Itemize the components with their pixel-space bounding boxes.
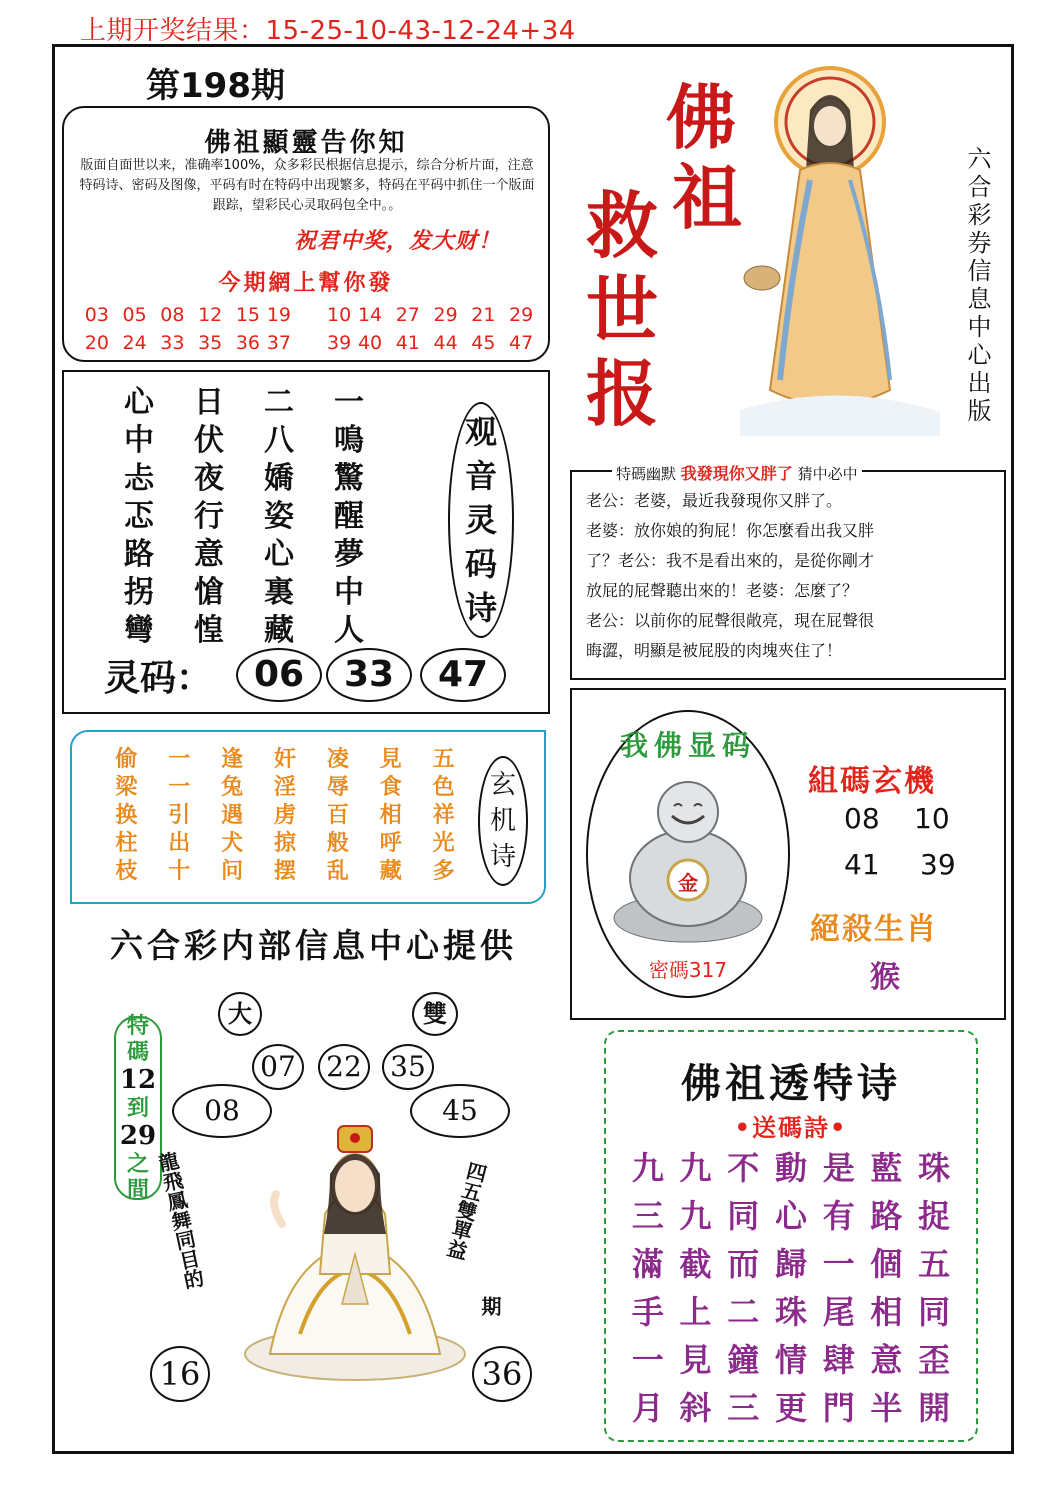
tema-to-word: 到 [126, 1095, 149, 1121]
number-cell: 15 [235, 304, 261, 326]
poem-char: 拐 [124, 575, 154, 610]
poem-char: 色 [432, 774, 455, 800]
joke-header [612, 461, 862, 484]
lingma-label: 灵码： [104, 657, 213, 699]
poem-char: 一 [631, 1341, 664, 1379]
poem-char: 逢 [221, 746, 244, 772]
label-char: 诗 [464, 589, 497, 627]
poem-char: 中 [334, 575, 364, 610]
poem-char: 見 [379, 746, 402, 772]
poem-char: 心 [774, 1197, 807, 1235]
guanyin-poem-panel [62, 370, 550, 714]
joke-line: 晦澀，明顯是被屁股的肉塊夾住了！ [586, 641, 843, 660]
number-cell: 27 [395, 304, 420, 326]
poem-char: 兔 [221, 774, 244, 800]
number-cell: 03 [84, 304, 109, 326]
guanyin-poem-label [448, 402, 514, 638]
title-char: 祖 [672, 156, 742, 239]
poem-char: 二 [264, 385, 294, 420]
poem-char: 五 [918, 1245, 951, 1283]
label-char: 观 [464, 413, 497, 451]
number-cell: 21 [471, 304, 496, 326]
laughing-buddha-oval [586, 710, 790, 998]
intro-panel [62, 106, 550, 362]
poem-char: 摆 [273, 858, 296, 884]
poem-char: 動 [774, 1149, 807, 1187]
poem-char: 夜 [194, 461, 224, 496]
provider-line: 六合彩内部信息中心提供 [110, 926, 517, 965]
poem-char: 五 [432, 746, 455, 772]
poem-char: 月 [631, 1389, 664, 1427]
zuma-number: 08 [844, 802, 880, 835]
poem-char: 奸 [273, 746, 296, 772]
poem-char: 百 [326, 802, 349, 828]
poem-char: 一 [168, 774, 191, 800]
tema-from: 12 [119, 1065, 157, 1095]
number-cell: 08 [160, 304, 185, 326]
poem-char: 門 [822, 1389, 855, 1427]
joke-header-title: 我發現你又胖了 [680, 464, 793, 483]
poem-char: 心 [264, 537, 294, 572]
poem-char: 九 [631, 1149, 664, 1187]
label-char: 灵 [464, 501, 497, 539]
poem-char: 相 [379, 802, 402, 828]
tema-end: 間 [126, 1177, 149, 1203]
poem-char: 藍 [870, 1149, 903, 1187]
poem-char: 食 [379, 774, 402, 800]
guanyin-poem-grid [104, 386, 384, 648]
number-cell: 10 [327, 304, 352, 326]
jueshe-title: 絕殺生肖 [810, 912, 938, 947]
poem-char: 有 [822, 1197, 855, 1235]
poem-char: 見 [679, 1341, 712, 1379]
poem-char: 一 [168, 746, 191, 772]
poem-char: 忑 [124, 499, 154, 534]
number-cell: 41 [395, 332, 420, 354]
poem-char: 乱 [326, 858, 349, 884]
poem-char: 出 [168, 830, 191, 856]
standing-guanyin-image [740, 60, 940, 436]
label-char: 诗 [489, 842, 516, 872]
intro-slogan: 祝君中奖，发大财！ [294, 229, 502, 254]
poem-char: 惶 [194, 613, 224, 648]
poem-char: 驚 [334, 461, 364, 496]
poem-char: 九 [679, 1197, 712, 1235]
poem-char: 犬 [221, 830, 244, 856]
poem-char: 是 [822, 1149, 855, 1187]
joke-line: 老婆：放你娘的狗屁！你怎麼看出我又胖 [586, 521, 875, 540]
poem-char: 心 [124, 385, 154, 420]
poem-char: 夢 [334, 537, 364, 572]
xuanji-poem-label [478, 756, 528, 886]
title-char: 救 [586, 183, 659, 268]
number-cell: 40 [357, 332, 383, 354]
tema-end: 之 [126, 1151, 149, 1177]
number-cell: 37 [266, 332, 291, 354]
number-cell: 47 [509, 332, 534, 354]
poem-char: 珠 [774, 1293, 807, 1331]
intro-subtitle: 今期網上幫你發 [218, 271, 394, 296]
poem-char: 问 [221, 858, 244, 884]
poem-char: 引 [168, 802, 191, 828]
poem-char: 中 [124, 423, 154, 458]
zuma-number: 41 [844, 848, 880, 881]
number-cell: 24 [122, 332, 147, 354]
poem-char: 同 [727, 1197, 760, 1235]
poem-char: 珠 [918, 1149, 951, 1187]
label-char: 机 [489, 806, 516, 836]
poem-char: 個 [870, 1245, 903, 1283]
guanyin-figure-image [230, 1104, 480, 1384]
joke-panel [570, 464, 1006, 680]
poem-char: 意 [870, 1341, 903, 1379]
poem-char: 十 [168, 858, 191, 884]
poem-char: 八 [264, 423, 294, 458]
jueshe-zodiac: 猴 [870, 960, 900, 995]
number-cell: 44 [433, 332, 458, 354]
mima-code: 密碼317 [648, 958, 728, 982]
intro-title: 佛祖顯靈告你知 [204, 128, 408, 158]
poem-char: 二 [727, 1293, 760, 1331]
poem-char: 愴 [194, 575, 224, 610]
left-oval-number: 08 [172, 1084, 272, 1138]
poem-char: 意 [194, 537, 224, 572]
poem-char: 凌 [326, 746, 349, 772]
poem-char: 更 [774, 1389, 807, 1427]
title-char: 佛 [666, 76, 736, 159]
last-draw-result: 上期开奖结果：15-25-10-43-12-24+34 [80, 16, 576, 46]
poem-char: 梁 [115, 774, 138, 800]
label-char: 玄 [489, 770, 516, 800]
poem-char: 斜 [679, 1389, 712, 1427]
poem-char: 辱 [326, 774, 349, 800]
number-cell: 05 [122, 304, 147, 326]
poem-char: 鳴 [334, 423, 364, 458]
poem-char: 掠 [273, 830, 296, 856]
te-poem-title: 佛祖透特诗 [681, 1060, 901, 1107]
number-cell: 29 [433, 304, 458, 326]
poem-char: 截 [679, 1245, 712, 1283]
poem-char: 半 [870, 1389, 903, 1427]
xuanji-poem-panel [70, 730, 546, 904]
tema-label: 特 [126, 1013, 149, 1039]
poem-char: 嬌 [264, 461, 294, 496]
poem-char: 滿 [631, 1245, 664, 1283]
tema-label: 碼 [126, 1039, 149, 1065]
number-cell: 29 [509, 304, 534, 326]
poem-char: 柱 [115, 830, 138, 856]
publisher-vertical: 六合彩券信息中心出版 [963, 146, 991, 426]
zuma-number: 10 [914, 802, 950, 835]
poem-char: 九 [679, 1149, 712, 1187]
poem-char: 不 [727, 1149, 760, 1187]
bottom-right-number: 36 [472, 1346, 532, 1402]
poem-char: 歸 [774, 1245, 807, 1283]
poem-char: 藏 [264, 613, 294, 648]
fo-panel [570, 688, 1006, 1020]
poem-char: 手 [631, 1293, 664, 1331]
poem-char: 般 [326, 830, 349, 856]
poem-char: 捉 [918, 1197, 951, 1235]
poem-char: 情 [774, 1341, 807, 1379]
fo-arc-title: 我佛显码 [619, 729, 756, 762]
number-cell: 35 [198, 332, 223, 354]
double-badge: 雙 [412, 992, 458, 1036]
te-poem-panel [604, 1030, 978, 1442]
te-poem-subtitle: •送碼詩• [734, 1113, 848, 1142]
left-vertical-verse: 龍飛鳳舞同目的 [153, 1149, 207, 1292]
poem-char: 而 [727, 1245, 760, 1283]
poem-char: 遇 [221, 802, 244, 828]
big-badge: 大 [218, 992, 262, 1036]
poem-char: 歪 [918, 1341, 951, 1379]
poem-char: 人 [334, 613, 364, 648]
poem-char: 虏 [273, 802, 296, 828]
poem-char: 開 [918, 1389, 951, 1427]
laughing-buddha-image [608, 768, 768, 944]
zuma-number: 39 [920, 848, 956, 881]
lingma-number: 06 [236, 648, 322, 702]
number-cell: 20 [84, 332, 109, 354]
poem-char: 日 [194, 385, 224, 420]
recommended-numbers [78, 304, 540, 354]
joke-header-post: 猜中必中 [797, 465, 858, 483]
poem-char: 忐 [124, 461, 154, 496]
poem-char: 行 [194, 499, 224, 534]
intro-body: 版面自面世以来，准确率100%，众多彩民根据信息提示，综合分析片面，注意特码诗、密码及图像，平码有时在特码中出现繁多，特码在平码中抓住一个版面跟踪，望彩民心灵取码包全中。。 [79, 158, 535, 213]
joke-line: 了？老公：我不是看出來的，是從你剛才 [586, 551, 875, 570]
joke-line: 老公：以前你的屁聲很敞亮，現在屁聲很 [586, 611, 875, 630]
poem-char: 光 [432, 830, 455, 856]
xuanji-poem-grid [100, 746, 470, 884]
number-cell: 33 [160, 332, 185, 354]
title-char: 报 [586, 351, 659, 436]
poem-char: 祥 [432, 802, 455, 828]
poem-char: 鐘 [727, 1341, 760, 1379]
poem-char: 裏 [264, 575, 294, 610]
poem-char: 一 [334, 385, 364, 420]
top-number: 07 [252, 1044, 304, 1090]
poem-char: 姿 [264, 499, 294, 534]
poem-char: 偷 [115, 746, 138, 772]
number-cell: 36 [235, 332, 261, 354]
poem-char: 三 [631, 1197, 664, 1235]
poem-char: 上 [679, 1293, 712, 1331]
joke-line: 放屁的屁聲聽出來的！老婆：怎麼了？ [586, 581, 859, 600]
number-cell: 14 [357, 304, 383, 326]
issue-number: 第198期 [146, 66, 285, 106]
joke-header-pre: 特碼幽默 [616, 465, 677, 483]
poem-char: 同 [918, 1293, 951, 1331]
number-cell: 12 [198, 304, 223, 326]
poem-char: 肆 [822, 1341, 855, 1379]
poem-char: 彎 [124, 613, 154, 648]
title-line1 [666, 78, 742, 238]
poem-char: 三 [727, 1389, 760, 1427]
poem-char: 相 [870, 1293, 903, 1331]
right-oval-number: 45 [410, 1084, 510, 1138]
title-char: 世 [586, 267, 659, 352]
gold-medal-text: 金 [678, 871, 698, 895]
label-char: 音 [464, 457, 497, 495]
joke-line: 老公：老婆，最近我發現你又胖了。 [586, 491, 843, 510]
number-cell: 45 [471, 332, 496, 354]
zuma-title: 組碼玄機 [808, 764, 936, 799]
number-cell: 19 [266, 304, 291, 326]
te-poem-grid [624, 1148, 958, 1428]
poem-char: 枝 [115, 858, 138, 884]
bottom-left-number: 16 [150, 1346, 210, 1402]
poem-char: 淫 [273, 774, 296, 800]
top-number: 35 [382, 1044, 434, 1090]
poem-char: 呼 [379, 830, 402, 856]
joke-body [586, 486, 992, 666]
title-line2 [586, 184, 658, 436]
poem-char: 醒 [334, 499, 364, 534]
poem-char: 尾 [822, 1293, 855, 1331]
right-vertical-tail: 期 [478, 1296, 502, 1316]
poem-char: 换 [115, 802, 138, 828]
poem-char: 藏 [379, 858, 402, 884]
poem-char: 一 [822, 1245, 855, 1283]
label-char: 码 [464, 545, 497, 583]
poem-char: 伏 [194, 423, 224, 458]
lingma-number: 47 [420, 648, 506, 702]
poem-char: 路 [870, 1197, 903, 1235]
tema-to: 29 [119, 1121, 157, 1151]
lingma-number: 33 [326, 648, 412, 702]
number-cell: 39 [327, 332, 352, 354]
poem-char: 路 [124, 537, 154, 572]
poem-char: 多 [432, 858, 455, 884]
top-number: 22 [318, 1044, 370, 1090]
right-vertical-verse: 四五雙單益 [441, 1158, 490, 1262]
